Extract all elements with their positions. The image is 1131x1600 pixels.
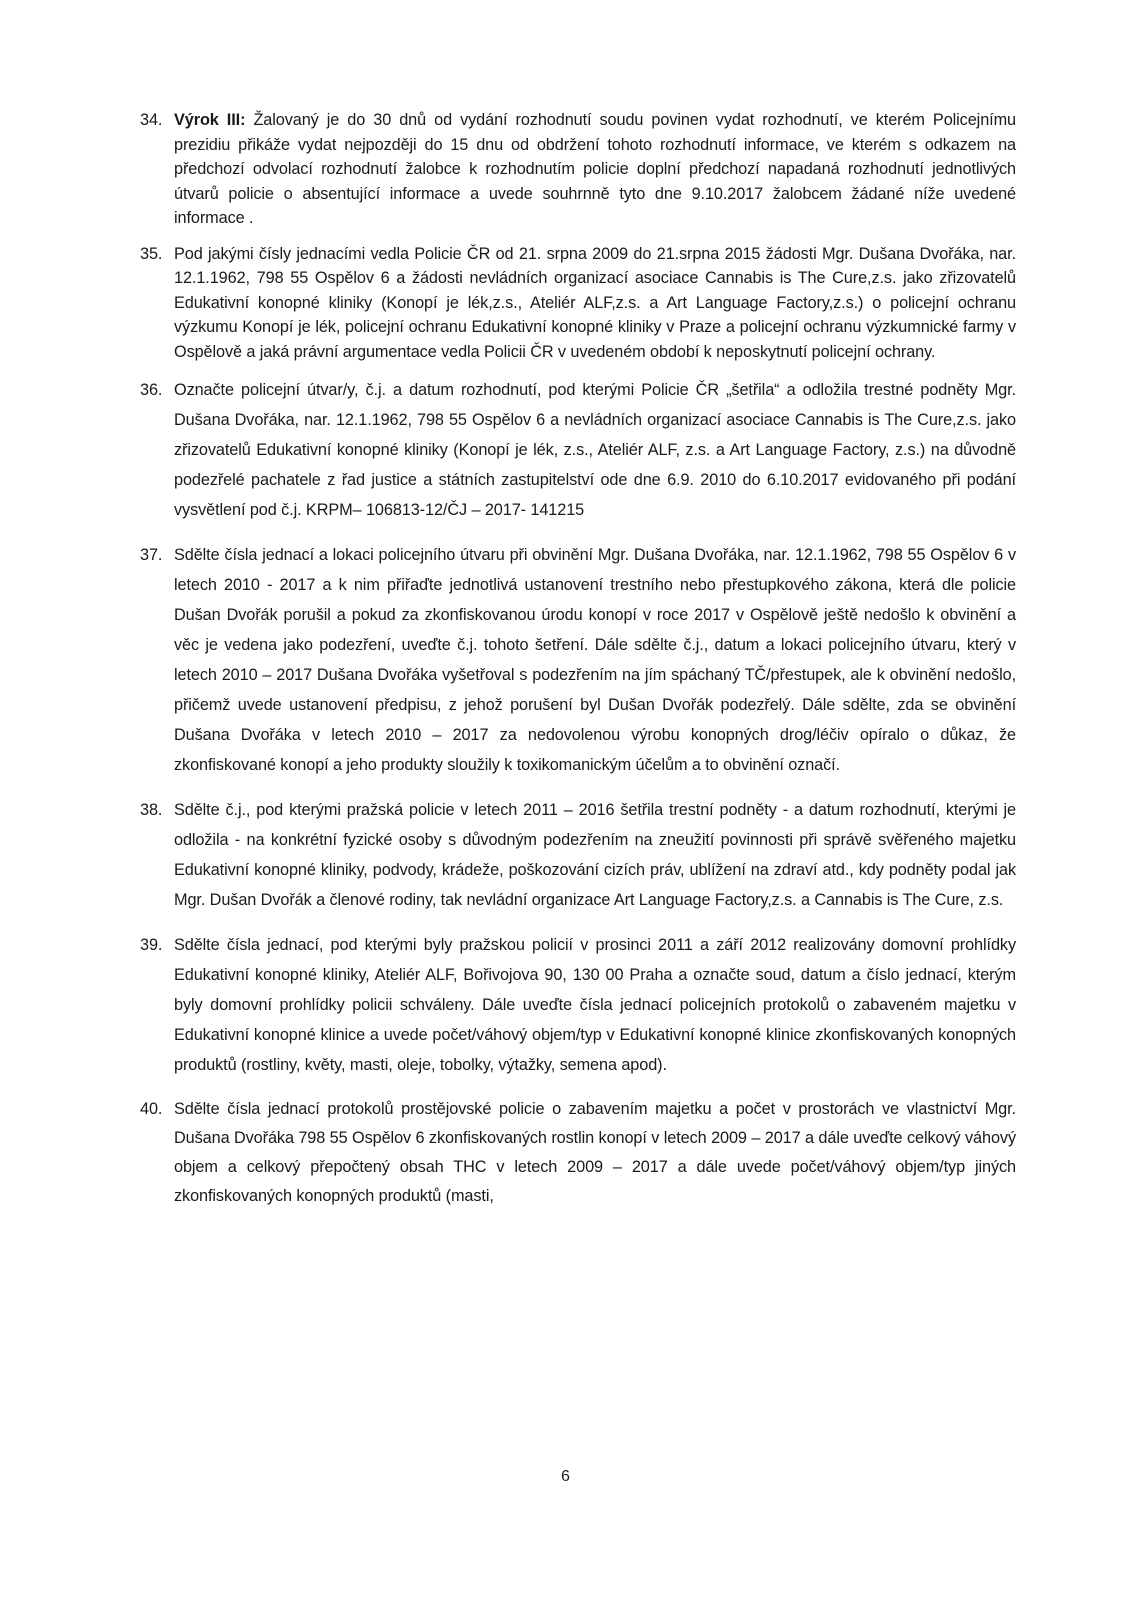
list-item-36: [140, 375, 1016, 525]
list-item-35: [140, 242, 1016, 365]
item-number: 37.: [140, 546, 163, 564]
page-number: 6: [561, 1468, 570, 1485]
item-text: Žalovaný je do 30 dnů od vydání rozhodnutí soudu povinen vydat rozhodnutí, ve kterém Policejnímu prezidiu přikáže vydat nejpozději do 15 dnu od obdržení tohoto rozhodnutí informace, ve kterém s odkazem na předchozí odvolací rozhodnutí žalobce k rozhodnutím policie doplní předchozí napadaná rozhodnutí jednotlivých útvarů policie o absentující informace a uvede souhrnně tyto dne 9.10.2017 žalobcem žádané níže uvedené informace .: [174, 111, 1016, 227]
item-text: Označte policejní útvar/y, č.j. a datum rozhodnutí, pod kterými Policie ČR „šetřila“ a odložila trestné podněty Mgr. Dušana Dvořáka, nar. 12.1.1962, 798 55 Ospělov 6 a nevládních organizací asociace Cannabis is The Cure,z.s. jako zřizovatelů Edukativní konopné kliniky (Konopí je lék, z.s., Ateliér ALF, z.s. a Art Language Factory, z.s.) na důvodně podezřelé pachatele z řad justice a státních zastupitelství ode dne 6.9. 2010 do 6.10.2017 evidovaného při podání vysvětlení pod č.j. KRPM– 106813-12/ČJ – 2017- 141215: [174, 381, 1016, 519]
numbered-list: [140, 108, 1016, 1211]
item-number: 35.: [140, 244, 163, 263]
item-text: Sdělte č.j., pod kterými pražská policie v letech 2011 – 2016 šetřila trestní podněty - a datum rozhodnutí, kterými je odložila - na konkrétní fyzické osoby s důvodným podezřením na zneužití povinnosti při správě svěřeného majetku Edukativní konopné kliniky, podvody, krádeže, poškozování cizích práv, ublížení na zdraví atd., kdy podněty podal jak Mgr. Dušan Dvořák a členové rodiny, tak nevládní organizace Art Language Factory,z.s. a Cannabis is The Cure, z.s.: [174, 801, 1016, 909]
item-number: 36.: [140, 381, 163, 399]
list-item-39: [140, 930, 1016, 1080]
item-text: Sdělte čísla jednací a lokaci policejního útvaru při obvinění Mgr. Dušana Dvořáka, nar. 12.1.1962, 798 55 Ospělov 6 v letech 2010 - 2017 a k nim přiřaďte jednotlivá ustanovení trestního nebo přestupkového zákona, která dle policie Dušan Dvořák porušil a pokud za zkonfiskovanou úrodu konopí v roce 2017 v Ospělově ještě nedošlo k obvinění a věc je vedena jako podezření, uveďte č.j. tohoto šetření. Dále sdělte č.j., datum a lokaci policejního útvaru, který v letech 2010 – 2017 Dušana Dvořáka vyšetřoval s podezřením na jím spáchaný TČ/přestupek, ale k obvinění nedošlo, přičemž uvede ustanovení předpisu, z jehož porušení byl Dušan Dvořák podezřelý. Dále sdělte, zda se obvinění Dušana Dvořáka v letech 2010 – 2017 za nedovolenou výrobu konopných drog/léčiv opíralo o důkaz, že zkonfiskované konopí a jeho produkty sloužily k toxikomanickým účelům a to obvinění označí.: [174, 546, 1016, 774]
item-number: 34.: [140, 111, 163, 129]
item-text: Sdělte čísla jednací, pod kterými byly pražskou policií v prosinci 2011 a září 2012 realizovány domovní prohlídky Edukativní konopné kliniky, Ateliér ALF, Bořivojova 90, 130 00 Praha a označte soud, datum a číslo jednací, kterým byly domovní prohlídky policii schváleny. Dále uveďte čísla jednací policejních protokolů o zabaveném majetku v Edukativní konopné klinice a uvede počet/váhový objem/typ v Edukativní konopné klinice zkonfiskovaných konopných produktů (rostliny, květy, masti, oleje, tobolky, výtažky, semena apod).: [174, 936, 1016, 1074]
item-text: Sdělte čísla jednací protokolů prostějovské policie o zabavením majetku a počet v prostorách ve vlastnictví Mgr. Dušana Dvořáka 798 55 Ospělov 6 zkonfiskovaných rostlin konopí v letech 2009 – 2017 a dále uveďte celkový váhový objem a celkový přepočtený obsah THC v letech 2009 – 2017 a dále uvede počet/váhový objem/typ jiných zkonfiskovaných konopných produktů (masti,: [174, 1100, 1016, 1205]
item-number: 39.: [140, 936, 163, 954]
item-text: Pod jakými čísly jednacími vedla Policie ČR od 21. srpna 2009 do 21.srpna 2015 žádosti Mgr. Dušana Dvořáka, nar. 12.1.1962, 798 55 Ospělov 6 a žádosti nevládních organizací asociace Cannabis is The Cure,z.s. jako zřizovatelů Edukativní konopné kliniky (Konopí je lék,z.s., Ateliér ALF,z.s. a Art Language Factory,z.s.) o policejní ochranu výzkumu Konopí je lék, policejní ochranu Edukativní konopné kliniky v Praze a policejní ochranu výzkumnické farmy v Ospělově a jaká právní argumentace vedla Policii ČR v uvedeném období k neposkytnutí policejní ochrany.: [174, 244, 1016, 361]
list-item-34: [140, 108, 1016, 231]
item-number: 38.: [140, 801, 163, 819]
item-lead: Výrok III:: [174, 111, 246, 129]
list-item-37: [140, 540, 1016, 780]
item-number: 40.: [140, 1100, 163, 1118]
list-item-38: [140, 795, 1016, 915]
list-item-40: [140, 1095, 1016, 1211]
